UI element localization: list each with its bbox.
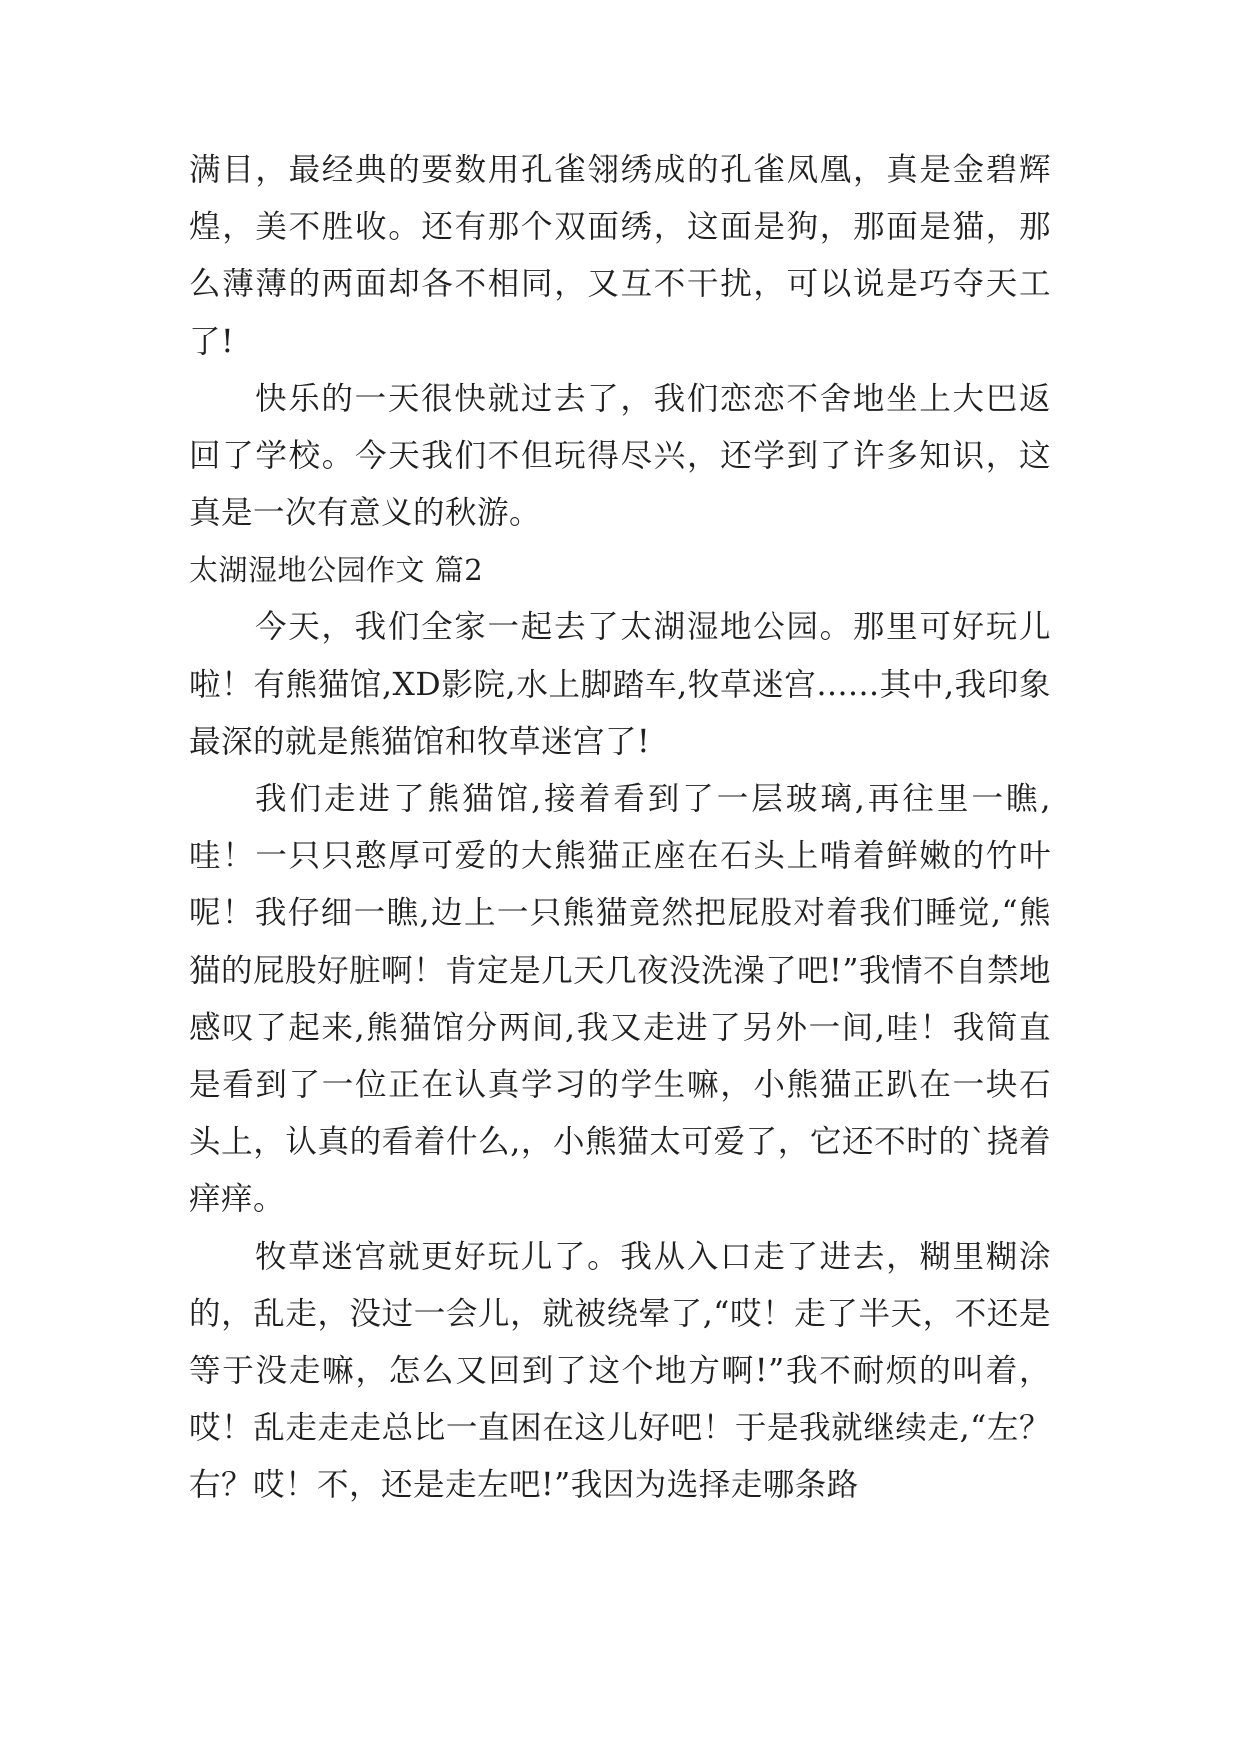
paragraph-intro: 今天，我们全家一起去了太湖湿地公园。那里可好玩儿啦！有熊猫馆,XD影院,水上脚踏车,牧草迷宫......其中,我印象最深的就是熊猫馆和牧草迷宫了! bbox=[189, 609, 1051, 760]
document-page bbox=[189, 142, 1051, 1515]
paragraph-embroidery: 满目，最经典的要数用孔雀翎绣成的孔雀凤凰，真是金碧辉煌，美不胜收。还有那个双面绣，这面是狗，那面是猫，那么薄薄的两面却各不相同，又互不干扰，可以说是巧夺天工了! bbox=[189, 152, 1051, 360]
paragraph-return-school: 快乐的一天很快就过去了，我们恋恋不舍地坐上大巴返回了学校。今天我们不但玩得尽兴，还学到了许多知识，这真是一次有意义的秋游。 bbox=[189, 380, 1051, 532]
essay-heading: 太湖湿地公园作文 篇2 bbox=[189, 553, 484, 588]
paragraph-panda-house: 我们走进了熊猫馆,接着看到了一层玻璃,再往里一瞧,哇！一只只憨厚可爱的大熊猫正座在石头上啃着鲜嫩的竹叶呢！我仔细一瞧,边上一只熊猫竟然把屁股对着我们睡觉,“熊猫的屁股好脏啊！肯定是几天几夜没洗澡了吧!”我情不自禁地感叹了起来,熊猫馆分两间,我又走进了另外一间,哇！我简直是看到了一位正在认真学习的学生嘛，小熊猫正趴在一块石头上，认真的看着什么,，小熊猫太可爱了，它还不时的`挠着痒痒。 bbox=[189, 781, 1051, 1218]
paragraph-grass-maze: 牧草迷宫就更好玩儿了。我从入口走了进去，糊里糊涂的，乱走，没过一会儿，就被绕晕了,“哎！走了半天，不还是等于没走嘛，怎么又回到了这个地方啊!”我不耐烦的叫着，哎！乱走走走总比一直困在这儿好吧！于是我就继续走,“左？右？哎！不，还是走左吧!”我因为选择走哪条路 bbox=[189, 1238, 1051, 1504]
